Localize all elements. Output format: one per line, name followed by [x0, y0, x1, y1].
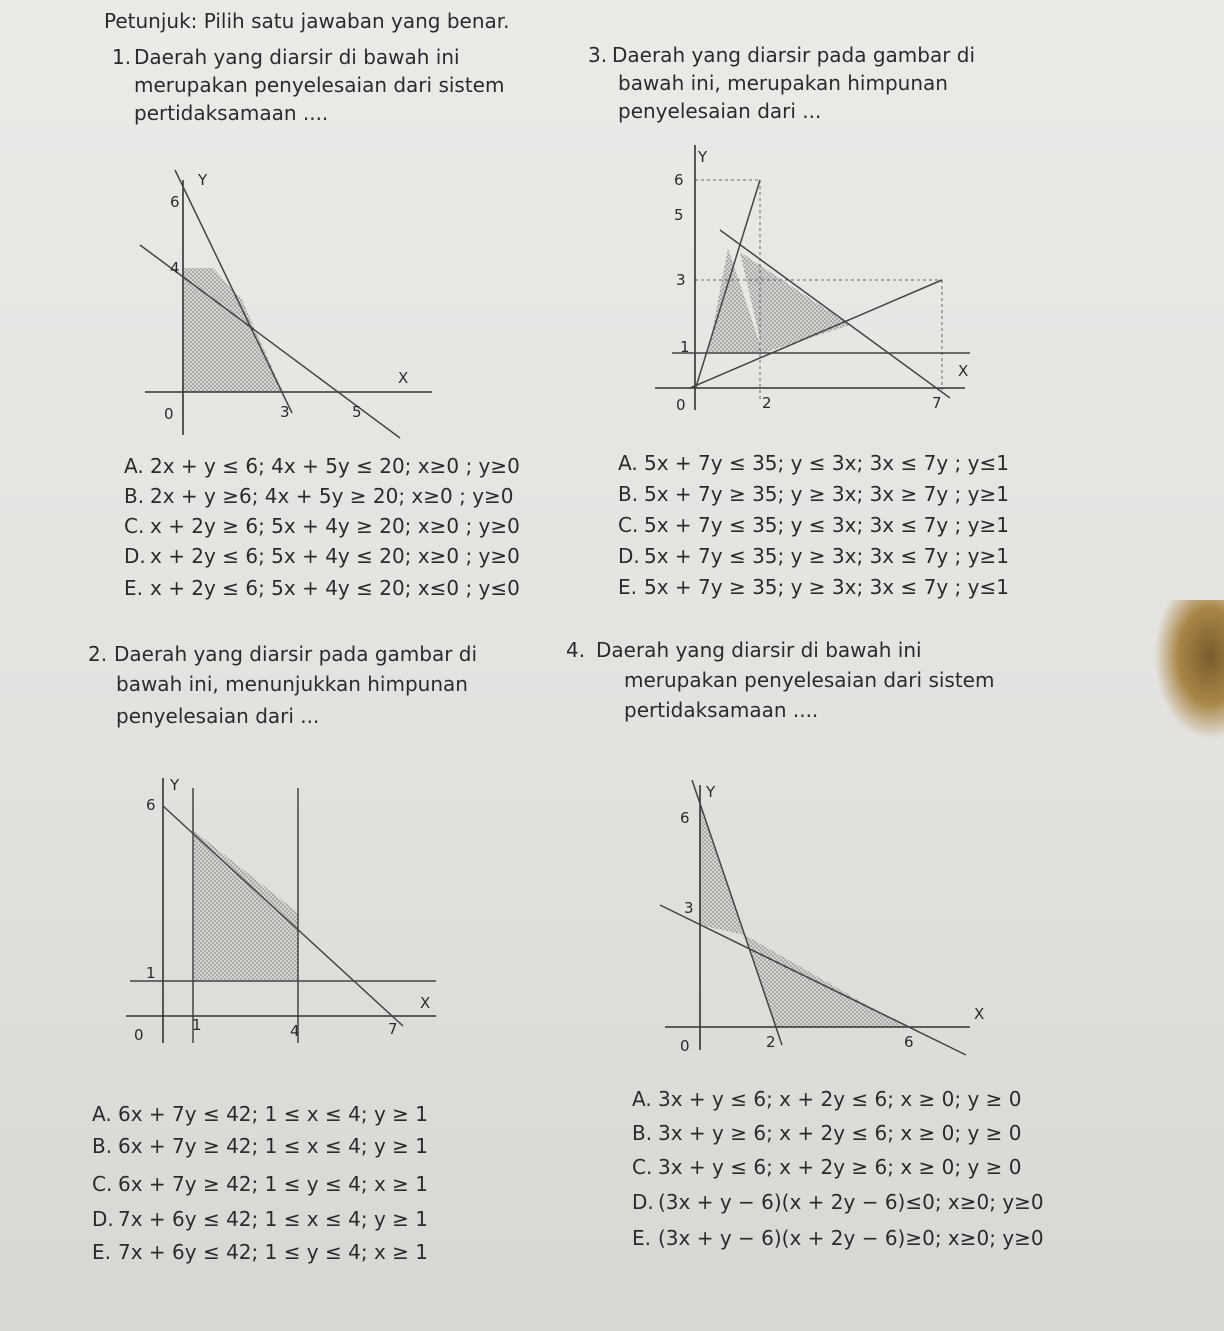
- q4-text-line1: Daerah yang diarsir di bawah ini: [596, 638, 922, 662]
- q4-option-e-letter: E.: [632, 1226, 651, 1250]
- q2-tick-1: 1: [146, 964, 156, 982]
- q3-option-c-letter: C.: [618, 513, 639, 537]
- q4-text-line2: merupakan penyelesaian dari sistem: [624, 668, 995, 692]
- q1-option-a-letter: A.: [124, 454, 144, 478]
- q3-option-b-text: 5x + 7y ≥ 35; y ≥ 3x; 3x ≥ 7y ; y≥1: [644, 482, 1009, 506]
- q2-option-d-letter: D.: [92, 1207, 114, 1231]
- q1-option-d-letter: D.: [124, 544, 146, 568]
- q2-number: 2.: [88, 642, 108, 666]
- q2-option-c-letter: C.: [92, 1172, 113, 1196]
- q4-y-label: Y: [706, 783, 716, 801]
- q3-graph: [650, 140, 980, 430]
- q3-option-e-letter: E.: [618, 575, 637, 599]
- q1-option-d[interactable]: [124, 544, 520, 568]
- q1-option-e-letter: E.: [124, 576, 143, 600]
- q2-tick-7: 7: [388, 1020, 398, 1038]
- q3-text-line1: Daerah yang diarsir pada gambar di: [612, 43, 976, 67]
- q3-option-e[interactable]: [618, 575, 1009, 599]
- q1-x-label: X: [398, 369, 409, 387]
- q4-line-2: [660, 905, 966, 1055]
- q4-option-e-text: (3x + y − 6)(x + 2y − 6)≥0; x≥0; y≥0: [658, 1226, 1044, 1250]
- q1-option-a[interactable]: [124, 454, 520, 478]
- q1-tick-6: 6: [170, 193, 180, 211]
- q3-option-e-text: 5x + 7y ≥ 35; y ≥ 3x; 3x ≤ 7y ; y≤1: [644, 575, 1009, 599]
- q2-tick-x1: 1: [192, 1016, 202, 1034]
- q2-y-label: Y: [170, 776, 180, 794]
- q4-x-label: X: [974, 1005, 985, 1023]
- q4-number: 4.: [566, 638, 586, 662]
- q4-tick-6: 6: [680, 809, 690, 827]
- q4-tick-2: 2: [766, 1033, 776, 1051]
- instruction: Petunjuk: Pilih satu jawaban yang benar.: [104, 9, 510, 33]
- q1-option-c-text: x + 2y ≥ 6; 5x + 4y ≥ 20; x≥0 ; y≥0: [150, 514, 520, 538]
- q2-text-line1: Daerah yang diarsir pada gambar di: [114, 642, 478, 666]
- q1-option-b[interactable]: [124, 484, 514, 508]
- q3-tick-0: 0: [676, 396, 686, 414]
- q2-shaded-region: [193, 830, 298, 981]
- q1-option-b-letter: B.: [124, 484, 145, 508]
- q1-graph: [140, 155, 440, 455]
- q3-tick-5: 5: [674, 206, 684, 224]
- q2-option-c-text: 6x + 7y ≥ 42; 1 ≤ y ≤ 4; x ≥ 1: [118, 1172, 428, 1196]
- q1-option-b-text: 2x + y ≥6; 4x + 5y ≥ 20; x≥0 ; y≥0: [150, 484, 514, 508]
- q1-y-label: Y: [198, 171, 208, 189]
- q4-option-d-text: (3x + y − 6)(x + 2y − 6)≤0; x≥0; y≥0: [658, 1190, 1044, 1214]
- q1-option-a-text: 2x + y ≤ 6; 4x + 5y ≤ 20; x≥0 ; y≥0: [150, 454, 520, 478]
- q4-option-a-text: 3x + y ≤ 6; x + 2y ≤ 6; x ≥ 0; y ≥ 0: [658, 1087, 1022, 1111]
- q4-option-c-letter: C.: [632, 1155, 653, 1179]
- q3-option-d-text: 5x + 7y ≤ 35; y ≥ 3x; 3x ≤ 7y ; y≥1: [644, 544, 1009, 568]
- q1-option-c[interactable]: [124, 514, 520, 538]
- q3-option-c-text: 5x + 7y ≤ 35; y ≤ 3x; 3x ≤ 7y ; y≥1: [644, 513, 1009, 537]
- q2-text-line2: bawah ini, menunjukkan himpunan: [116, 672, 468, 696]
- q2-tick-4: 4: [290, 1022, 300, 1040]
- q2-tick-6: 6: [146, 796, 156, 814]
- q3-option-a-letter: A.: [618, 451, 638, 475]
- q2-option-a-letter: A.: [92, 1102, 112, 1126]
- q3-option-c[interactable]: [618, 513, 1009, 537]
- q4-tick-3: 3: [684, 899, 694, 917]
- q3-option-b-letter: B.: [618, 482, 639, 506]
- q2-option-c[interactable]: [92, 1172, 428, 1196]
- torn-edge: [1154, 600, 1224, 740]
- q3-option-a[interactable]: [618, 451, 1009, 475]
- q1-option-d-text: x + 2y ≤ 6; 5x + 4y ≤ 20; x≥0 ; y≥0: [150, 544, 520, 568]
- q3-option-a-text: 5x + 7y ≤ 35; y ≤ 3x; 3x ≤ 7y ; y≤1: [644, 451, 1009, 475]
- q2-graph: [118, 768, 438, 1058]
- q4-graph: [660, 775, 985, 1065]
- q4-text-line3: pertidaksamaan ....: [624, 698, 819, 722]
- q3-option-b[interactable]: [618, 482, 1009, 506]
- q1-text-line1: Daerah yang diarsir di bawah ini: [134, 45, 460, 69]
- q1-tick-5: 5: [352, 403, 362, 421]
- q1-number: 1.: [112, 45, 132, 69]
- q2-option-b[interactable]: [92, 1134, 428, 1158]
- q2-x-label: X: [420, 994, 431, 1012]
- q3-y-label: Y: [698, 148, 708, 166]
- q4-option-b-text: 3x + y ≥ 6; x + 2y ≤ 6; x ≥ 0; y ≥ 0: [658, 1121, 1022, 1145]
- q4-option-c-text: 3x + y ≤ 6; x + 2y ≥ 6; x ≥ 0; y ≥ 0: [658, 1155, 1022, 1179]
- q3-option-d[interactable]: [618, 544, 1009, 568]
- q2-option-b-letter: B.: [92, 1134, 113, 1158]
- q3-tick-3: 3: [676, 271, 686, 289]
- q2-option-a[interactable]: [92, 1102, 428, 1126]
- q4-option-d[interactable]: [632, 1190, 1044, 1214]
- q1-shaded-region: [183, 268, 283, 392]
- q4-tick-x6: 6: [904, 1033, 914, 1051]
- q2-tick-0: 0: [134, 1026, 144, 1044]
- q3-tick-1: 1: [680, 338, 690, 356]
- q1-option-e-text: x + 2y ≤ 6; 5x + 4y ≤ 20; x≤0 ; y≤0: [150, 576, 520, 600]
- q4-option-b[interactable]: [632, 1121, 1022, 1145]
- q3-number: 3.: [588, 43, 608, 67]
- q1-tick-0: 0: [164, 405, 174, 423]
- q1-option-e[interactable]: [124, 576, 520, 600]
- q3-tick-2: 2: [762, 394, 772, 412]
- q4-option-d-letter: D.: [632, 1190, 654, 1214]
- q4-option-a[interactable]: [632, 1087, 1022, 1111]
- q1-tick-3: 3: [280, 403, 290, 421]
- q3-option-d-letter: D.: [618, 544, 640, 568]
- q3-tick-6: 6: [674, 171, 684, 189]
- q4-option-c[interactable]: [632, 1155, 1022, 1179]
- q2-option-d-text: 7x + 6y ≤ 42; 1 ≤ x ≤ 4; y ≥ 1: [118, 1207, 428, 1231]
- q4-option-e[interactable]: [632, 1226, 1044, 1250]
- q4-tick-0: 0: [680, 1037, 690, 1055]
- q4-option-b-letter: B.: [632, 1121, 653, 1145]
- q1-text-line2: merupakan penyelesaian dari sistem: [134, 73, 505, 97]
- q1-text-line3: pertidaksamaan ....: [134, 101, 329, 125]
- q1-option-c-letter: C.: [124, 514, 145, 538]
- q2-text-line3: penyelesaian dari ...: [116, 704, 320, 728]
- q2-option-b-text: 6x + 7y ≥ 42; 1 ≤ x ≤ 4; y ≥ 1: [118, 1134, 428, 1158]
- q2-option-e[interactable]: [92, 1240, 428, 1264]
- q2-option-e-text: 7x + 6y ≤ 42; 1 ≤ y ≤ 4; x ≥ 1: [118, 1240, 428, 1264]
- q3-tick-7: 7: [932, 394, 942, 412]
- q2-option-e-letter: E.: [92, 1240, 111, 1264]
- q3-text-line3: penyelesaian dari ...: [618, 99, 822, 123]
- q4-option-a-letter: A.: [632, 1087, 652, 1111]
- q3-x-label: X: [958, 362, 969, 380]
- q1-tick-4: 4: [170, 259, 180, 277]
- q3-text-line2: bawah ini, merupakan himpunan: [618, 71, 948, 95]
- q2-option-a-text: 6x + 7y ≤ 42; 1 ≤ x ≤ 4; y ≥ 1: [118, 1102, 428, 1126]
- q2-option-d[interactable]: [92, 1207, 428, 1231]
